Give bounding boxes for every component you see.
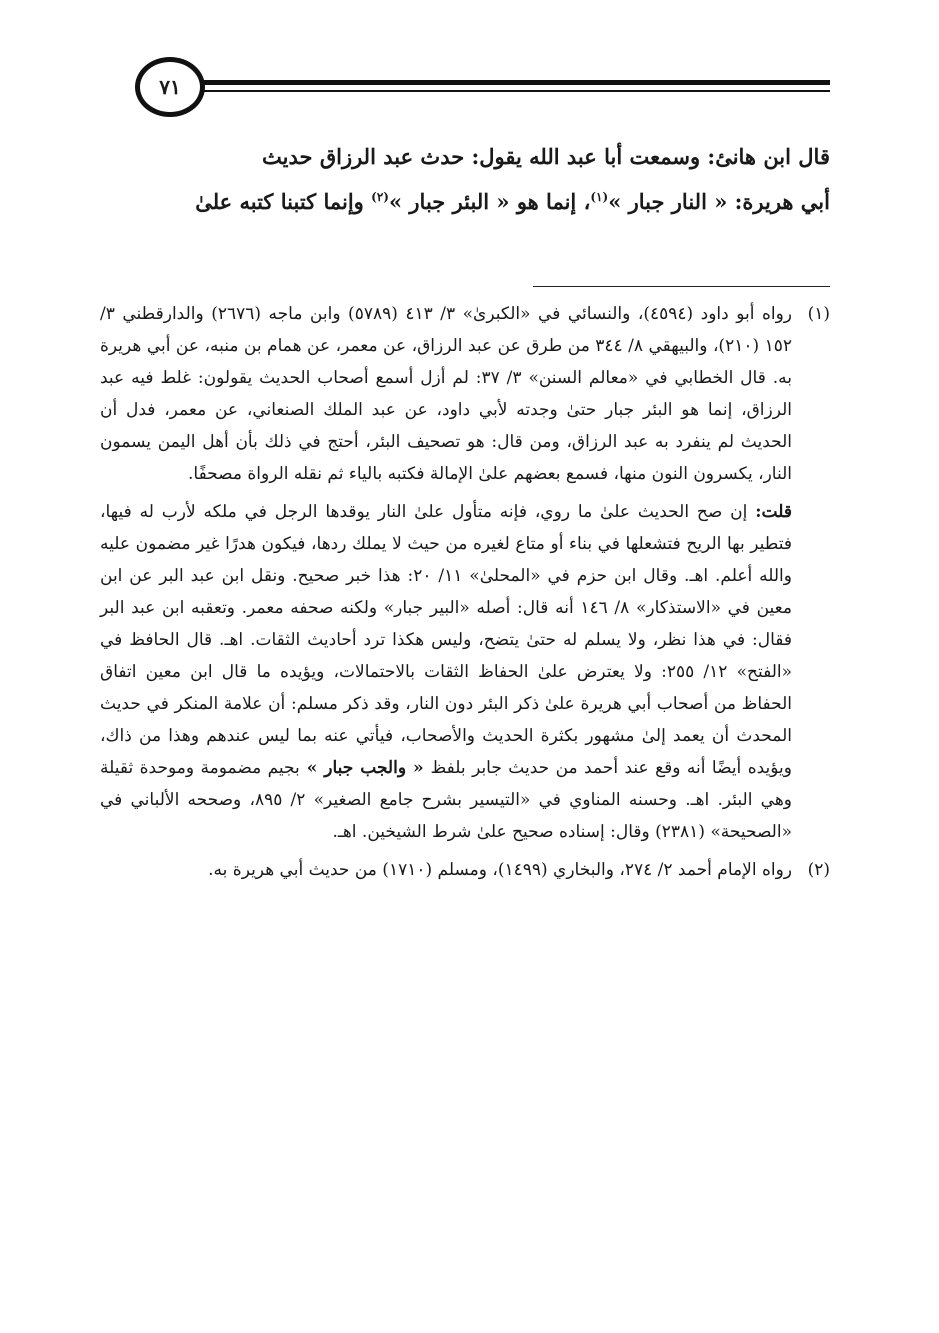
header-rule-thick <box>200 80 830 85</box>
qult-label: قلت: <box>755 502 792 522</box>
footnote-2 <box>100 854 830 892</box>
page-number-oval <box>135 57 205 117</box>
footnote-paragraph: رواه أبو داود (٤٥٩٤)، والنسائي في «الكبرىٰ» ٣/ ٤١٣ (٥٧٨٩) وابن ماجه (٢٦٧٦) والدارقطني ٣/ ١٥٢ (٢١٠)، والبيهقي ٨/ ٣٤٤ من طرق عن عبد الرزاق، عن معمر، عن همام بن منبه، عن أبي هريرة به. قال الخطابي في «معالم السنن» ٣/ ٣٧: لم أزل أسمع أصحاب الحديث يقولون: غلط فيه عبد الرزاق، إنما هو البئر جبار حتىٰ وجدته لأبي داود، عن عبد الملك الصنعاني، عن معمر، فدل أن الحديث لم ينفرد به عبد الرزاق، ومن قال: هو تصحيف البئر، أحتج في ذلك بأن أهل اليمن يسمون النار، يكسرون النون منها، فسمع بعضهم علىٰ الإمالة فكتبه بالياء ثم نقله الرواة مصحفًا. <box>100 304 792 484</box>
footnotes <box>100 298 830 892</box>
footnote-number: (٢) <box>807 860 830 880</box>
footnote-ref-2[interactable]: (٢) <box>371 190 389 204</box>
footnote-separator <box>533 286 830 287</box>
page-number: ٧١ <box>159 75 181 99</box>
main-line-2: أبي هريرة: « النار جبار »$^{(١)}$، إنما هو « البئر جبار »$^{(٢)}$ وإنما كتبنا كتبه علىٰ <box>195 189 830 214</box>
footnote-paragraph: رواه الإمام أحمد ٢/ ٢٧٤، والبخاري (١٤٩٩)، ومسلم (١٧١٠) من حديث أبي هريرة به. <box>208 860 792 880</box>
main-line-1: قال ابن هانئ: وسمعت أبا عبد الله يقول: حدث عبد الرزاق حديث <box>262 144 830 169</box>
footnote-ref-1[interactable]: (١) <box>590 190 609 204</box>
page-header <box>100 55 830 125</box>
footnote-number: (١) <box>807 304 830 324</box>
header-rule-thin <box>200 90 830 92</box>
footnote-paragraph-qult: قلت: إن صح الحديث علىٰ ما روي، فإنه متأول علىٰ النار يوقدها الرجل في ملكه لأرب له فيها، فتطير بها الريح فتشعلها في بناء أو متاع لغيره من حيث لا يملك ردها، فيكون هدرًا غير مضمون عليه والله أعلم. اهـ. وقال ابن حزم في «المحلىٰ» ١١/ ٢٠: هذا خبر صحيح. ونقل ابن عبد البر عن ابن معين في «الاستذكار» ٨/ ١٤٦ أنه قال: أصله «البير جبار» ولكنه صحفه معمر. وتعقبه ابن عبد البر فقال: في هذا نظر، ولا يسلم له حتىٰ يتضح، وليس هكذا ترد أحاديث الثقات. اهـ. قال الحافظ في «الفتح» ١٢/ ٢٥٥: ولا يعترض علىٰ الحفاظ الثقات بالاحتمالات، ويؤيده ما قال ابن معين اتفاق الحفاظ من أصحاب أبي هريرة علىٰ ذكر البئر دون النار، وقد ذكر مسلم: أن علامة المنكر في حديث المحدث أن يعمد إلىٰ مشهور بكثرة الحديث والأصحاب، فيأتي عنه بما ليس عندهم وهذا من ذاك، ويؤيده أيضًا أنه وقع عند أحمد من حديث جابر بلفظ « والجب جبار » بجيم مضمومة وموحدة ثقيلة وهي البئر. اهـ. وحسنه المناوي في «التيسير بشرح جامع الصغير» ٢/ ٨٩٥، وصححه الألباني في «الصحيحة» (٢٣٨١) وقال: إسناده صحيح علىٰ شرط الشيخين. اهـ. <box>100 502 792 842</box>
main-text <box>100 136 830 222</box>
footnote-1 <box>100 298 830 854</box>
